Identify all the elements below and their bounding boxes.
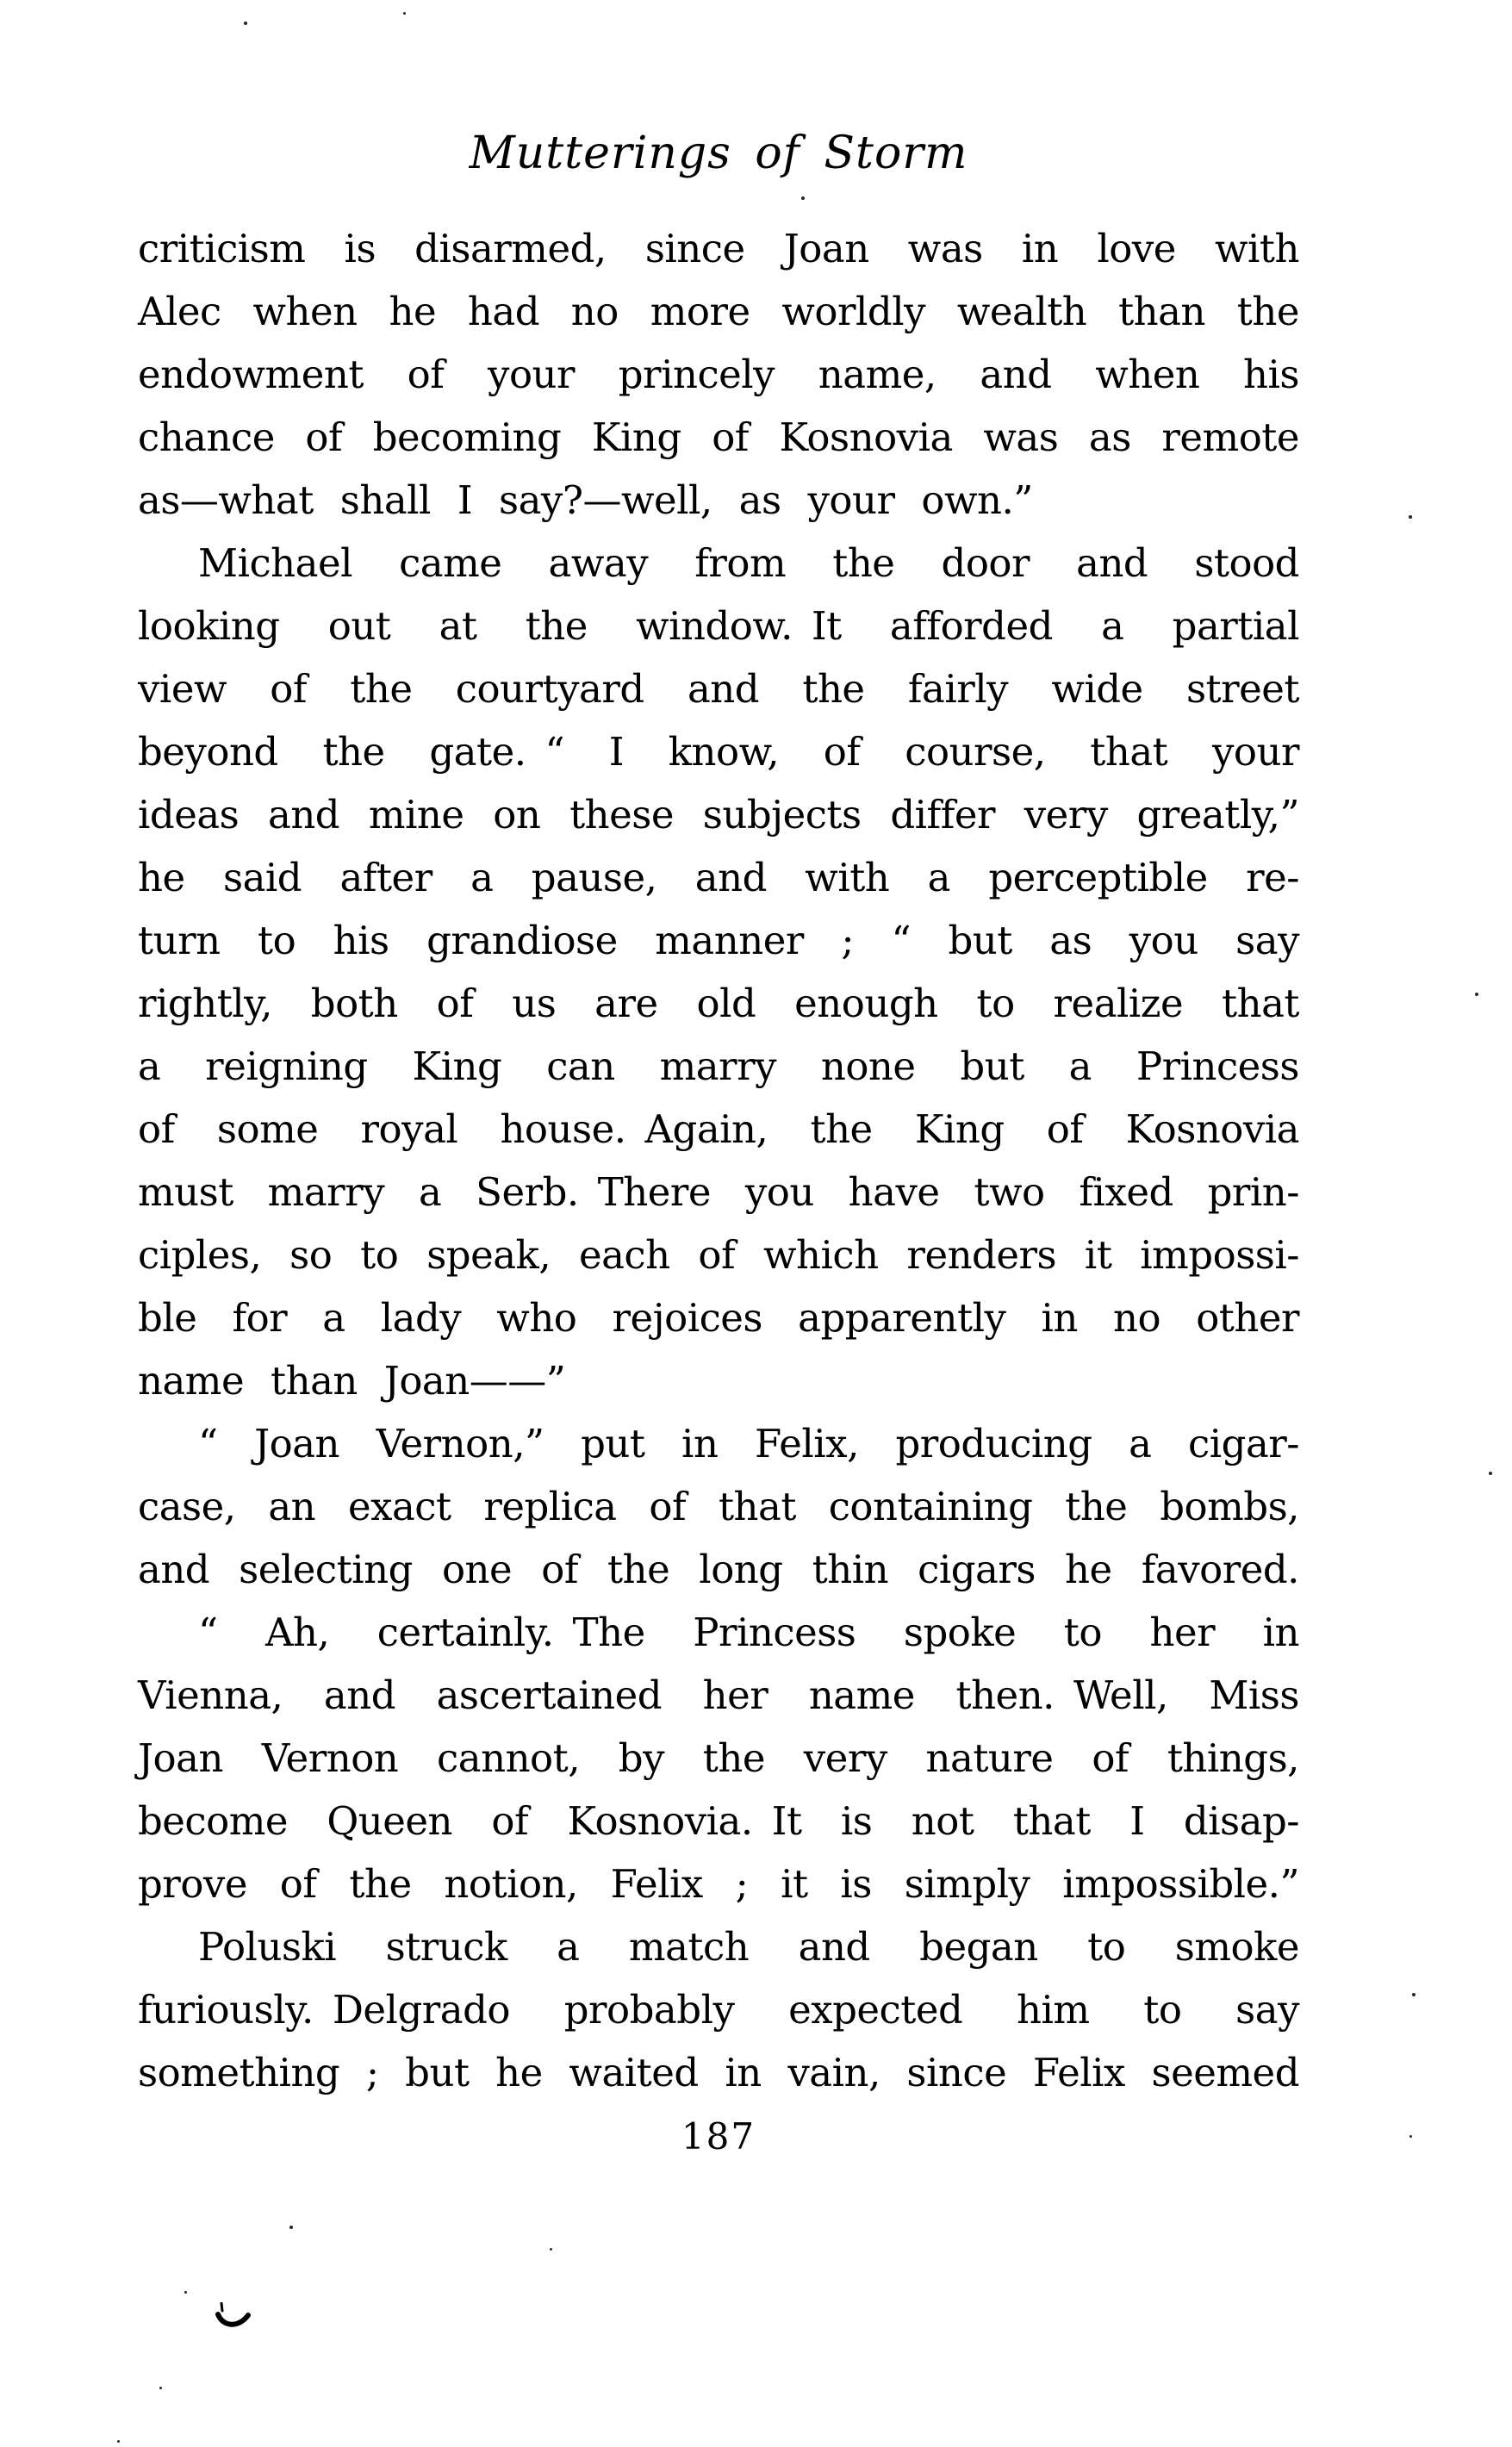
text-line: and selecting one of the long thin cigars he favored. bbox=[138, 1547, 1299, 1592]
text-line: view of the courtyard and the fairly wide street bbox=[138, 666, 1299, 712]
text-line: “ Ah, certainly. The Princess spoke to her in bbox=[198, 1610, 1299, 1655]
text-line: case, an exact replica of that containing the bombs, bbox=[138, 1484, 1299, 1529]
text-line: must marry a Serb. There you have two fixed prin- bbox=[138, 1169, 1299, 1215]
ink-speck bbox=[159, 2387, 162, 2389]
text-line: as—what shall I say?—well, as your own.” bbox=[138, 477, 1033, 523]
running-title: Mutterings of Storm bbox=[469, 128, 968, 179]
ink-speck bbox=[117, 2440, 120, 2443]
text-line: Poluski struck a match and began to smoke bbox=[198, 1924, 1299, 1970]
text-line: Joan Vernon cannot, by the very nature of things, bbox=[138, 1735, 1299, 1781]
text-line: name than Joan——” bbox=[138, 1358, 566, 1404]
ink-speck bbox=[1489, 1472, 1492, 1475]
ink-speck bbox=[244, 22, 247, 25]
text-line: ble for a lady who rejoices apparently in no other bbox=[138, 1295, 1299, 1341]
text-line: prove of the notion, Felix ; it is simply impossible.” bbox=[138, 1861, 1299, 1907]
text-line: beyond the gate. “ I know, of course, that your bbox=[138, 729, 1299, 775]
ink-speck bbox=[403, 12, 406, 15]
text-line: Alec when he had no more worldly wealth than the bbox=[138, 289, 1299, 334]
text-line: of some royal house. Again, the King of Kosnovia bbox=[138, 1106, 1299, 1152]
ink-speck bbox=[1475, 993, 1478, 996]
text-line: a reigning King can marry none but a Princess bbox=[138, 1043, 1299, 1089]
ink-speck bbox=[801, 196, 805, 200]
text-line: “ Joan Vernon,” put in Felix, producing a cigar- bbox=[198, 1421, 1299, 1466]
ink-speck bbox=[184, 2291, 187, 2294]
ink-speck bbox=[550, 2248, 552, 2251]
text-line: Michael came away from the door and stood bbox=[198, 540, 1299, 586]
ink-speck bbox=[1409, 515, 1412, 519]
text-line: criticism is disarmed, since Joan was in love with bbox=[138, 226, 1299, 271]
text-line: endowment of your princely name, and when his bbox=[138, 352, 1299, 397]
text-line: looking out at the window. It afforded a partial bbox=[138, 603, 1299, 649]
text-line: something ; but he waited in vain, since Felix seemed bbox=[138, 2050, 1299, 2095]
text-line: Vienna, and ascertained her name then. Well, Miss bbox=[138, 1672, 1299, 1718]
text-line: become Queen of Kosnovia. It is not that I disap- bbox=[138, 1798, 1299, 1844]
page-number: 187 bbox=[681, 2115, 756, 2157]
text-line: chance of becoming King of Kosnovia was as remote bbox=[138, 414, 1299, 460]
ink-speck bbox=[1409, 2135, 1412, 2138]
ink-speck bbox=[289, 2226, 293, 2229]
ink-speck bbox=[1412, 1993, 1416, 1996]
pen-mark-artifact bbox=[215, 2302, 252, 2332]
text-line: ciples, so to speak, each of which renders it impossi- bbox=[138, 1232, 1299, 1278]
text-block bbox=[138, 217, 1299, 2104]
text-line: ideas and mine on these subjects differ very greatly,” bbox=[138, 792, 1299, 837]
text-line: turn to his grandiose manner ; “ but as you say bbox=[138, 918, 1299, 963]
text-line: he said after a pause, and with a perceptible re- bbox=[138, 855, 1299, 900]
text-line: furiously. Delgrado probably expected him to say bbox=[138, 1987, 1299, 2033]
text-line: rightly, both of us are old enough to realize that bbox=[138, 981, 1299, 1026]
